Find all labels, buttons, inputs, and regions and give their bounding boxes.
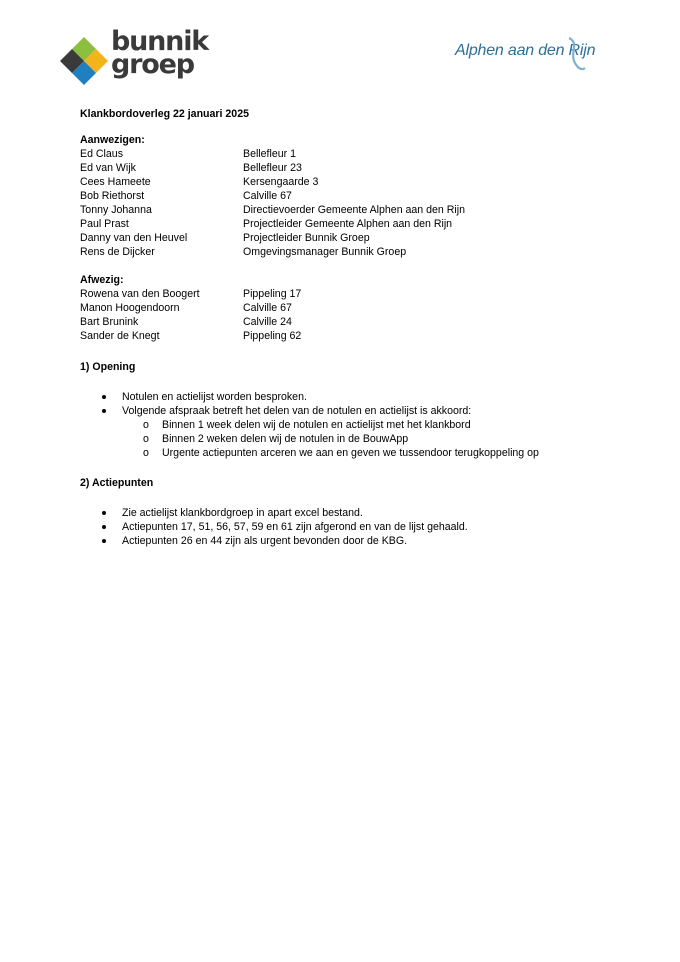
sub-list-item [80, 418, 620, 432]
bullet-icon [102, 395, 106, 399]
section-actiepunten-heading: 2) Actiepunten [80, 477, 154, 489]
sub-list-item-text: Binnen 2 weken delen wij de notulen in de BouwApp [162, 433, 409, 445]
absentee-role: Calville 67 [243, 302, 292, 314]
bunnik-leaf-icon [56, 33, 112, 89]
attendee-row [80, 147, 620, 161]
attendee-name: Cees Hameete [80, 176, 151, 188]
attendee-name: Paul Prast [80, 218, 129, 230]
sub-bullet-marker: o [143, 447, 149, 459]
list-item-text: Zie actielijst klankbordgroep in apart excel bestand. [122, 507, 363, 519]
opening-bullets [80, 390, 620, 460]
attendee-name: Ed Claus [80, 148, 123, 160]
sub-list-item-text: Urgente actiepunten arceren we aan en geven we tussendoor terugkoppeling op [162, 447, 539, 459]
alphen-logo [455, 36, 605, 72]
bullet-icon [102, 525, 106, 529]
sub-bullet-marker: o [143, 433, 149, 445]
absent-heading: Afwezig: [80, 274, 124, 286]
section-opening-heading: 1) Opening [80, 361, 136, 373]
attendee-role: Directievoerder Gemeente Alphen aan den Rijn [243, 204, 466, 216]
sub-list-item [80, 432, 620, 446]
list-item [80, 520, 620, 534]
attendee-name: Ed van Wijk [80, 162, 136, 174]
attendee-row [80, 189, 620, 203]
attendee-row [80, 203, 620, 217]
document-title: Klankbordoverleg 22 januari 2025 [80, 108, 249, 120]
attendee-role: Bellefleur 1 [243, 148, 296, 160]
bullet-icon [102, 409, 106, 413]
absentee-role: Pippeling 17 [243, 288, 302, 300]
list-item [80, 534, 620, 548]
attendee-role: Projectleider Bunnik Groep [243, 232, 370, 244]
attendee-name: Tonny Johanna [80, 204, 152, 216]
alphen-swoosh-icon [563, 36, 587, 72]
absentee-row [80, 287, 620, 301]
list-item-text: Notulen en actielijst worden besproken. [122, 391, 307, 403]
attendee-role: Calville 67 [243, 190, 292, 202]
absentee-row [80, 301, 620, 315]
list-item-text: Actiepunten 17, 51, 56, 57, 59 en 61 zijn afgerond en van de lijst gehaald. [122, 521, 468, 533]
list-item [80, 404, 620, 418]
absent-list [80, 287, 620, 343]
bullet-icon [102, 539, 106, 543]
attendee-role: Bellefleur 23 [243, 162, 302, 174]
absentee-name: Rowena van den Boogert [80, 288, 200, 300]
bunnik-groep-logo [56, 26, 216, 91]
document-body [80, 107, 620, 548]
attendee-role: Projectleider Gemeente Alphen aan den Rijn [243, 218, 453, 230]
attendee-row [80, 231, 620, 245]
absentee-name: Bart Brunink [80, 316, 139, 328]
absentee-name: Sander de Knegt [80, 330, 160, 342]
attendee-row [80, 161, 620, 175]
absentee-row [80, 329, 620, 343]
bullet-icon [102, 511, 106, 515]
attendee-row [80, 175, 620, 189]
logo-word-bunnik: bunnik [111, 26, 209, 57]
list-item-text: Volgende afspraak betreft het delen van de notulen en actielijst is akkoord: [122, 405, 472, 417]
attendee-name: Bob Riethorst [80, 190, 145, 202]
alphen-logo-text: Alphen aan den Rijn [455, 42, 596, 59]
attendee-name: Danny van den Heuvel [80, 232, 188, 244]
attendee-name: Rens de Dijcker [80, 246, 155, 258]
present-heading: Aanwezigen: [80, 134, 145, 146]
absentee-role: Calville 24 [243, 316, 292, 328]
list-item [80, 390, 620, 404]
list-item [80, 506, 620, 520]
logo-word-groep: groep [111, 49, 194, 80]
absentee-name: Manon Hoogendoorn [80, 302, 180, 314]
sub-list-item [80, 446, 620, 460]
attendee-row [80, 217, 620, 231]
sub-list-item-text: Binnen 1 week delen wij de notulen en actielijst met het klankbord [162, 419, 471, 431]
present-list [80, 147, 620, 259]
list-item-text: Actiepunten 26 en 44 zijn als urgent bevonden door de KBG. [122, 535, 408, 547]
actiepunten-bullets [80, 506, 620, 548]
absentee-row [80, 315, 620, 329]
sub-bullet-marker: o [143, 419, 149, 431]
attendee-role: Omgevingsmanager Bunnik Groep [243, 246, 407, 258]
absentee-role: Pippeling 62 [243, 330, 302, 342]
attendee-row [80, 245, 620, 259]
attendee-role: Kersengaarde 3 [243, 176, 319, 188]
